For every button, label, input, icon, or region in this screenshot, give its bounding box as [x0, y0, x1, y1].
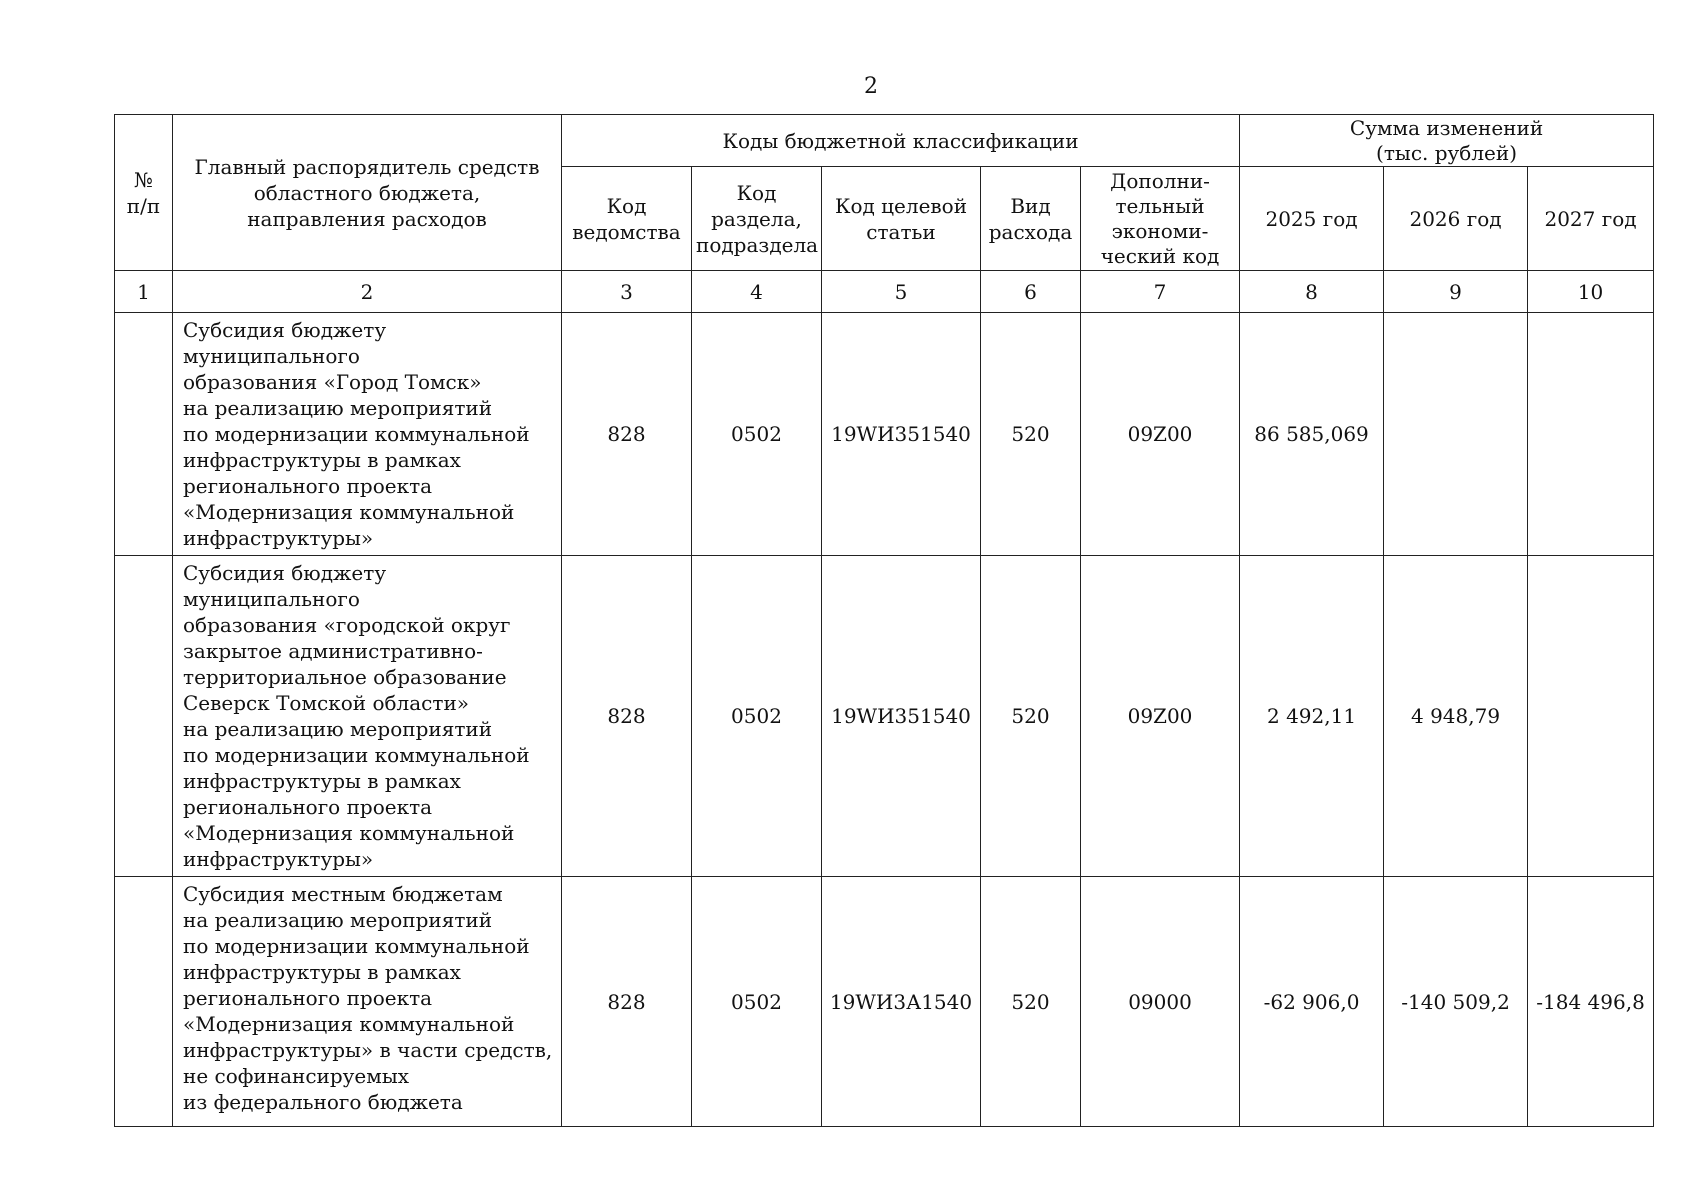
budget-changes-table	[114, 114, 1654, 1127]
row-expense-type: 520	[981, 556, 1081, 877]
column-number-row	[115, 271, 1654, 313]
header-sum-changes: Сумма изменений (тыс. рублей)	[1240, 115, 1654, 167]
row-expense-type: 520	[981, 877, 1081, 1127]
row-code-target: 19WИ351540	[822, 313, 981, 556]
page-number: 2	[864, 74, 878, 99]
row-additional-code: 09Z00	[1081, 556, 1240, 877]
row-code-department: 828	[562, 313, 692, 556]
column-number: 6	[981, 271, 1081, 313]
row-additional-code: 09000	[1081, 877, 1240, 1127]
row-amount-2027: -184 496,8	[1528, 877, 1654, 1127]
column-number: 2	[173, 271, 562, 313]
row-code-target: 19WИ351540	[822, 556, 981, 877]
header-code-section: Код раздела, подраздела	[692, 167, 822, 271]
row-amount-2027	[1528, 313, 1654, 556]
header-year-2026: 2026 год	[1384, 167, 1528, 271]
row-code-department: 828	[562, 877, 692, 1127]
row-description: Субсидия местным бюджетам на реализацию мероприятий по модернизации коммунальной инфраструктуры в рамках регионального проекта «Модернизация коммунальной инфраструктуры» в части средств, не софинансируемых из федерального бюджета	[173, 877, 562, 1127]
column-number: 3	[562, 271, 692, 313]
row-amount-2026: 4 948,79	[1384, 556, 1528, 877]
table-row	[115, 556, 1654, 877]
row-amount-2025: 2 492,11	[1240, 556, 1384, 877]
row-amount-2027	[1528, 556, 1654, 877]
column-number: 7	[1081, 271, 1240, 313]
column-number: 8	[1240, 271, 1384, 313]
row-code-department: 828	[562, 556, 692, 877]
row-amount-2026	[1384, 313, 1528, 556]
row-amount-2026: -140 509,2	[1384, 877, 1528, 1127]
row-code-section: 0502	[692, 877, 822, 1127]
header-year-2027: 2027 год	[1528, 167, 1654, 271]
row-expense-type: 520	[981, 313, 1081, 556]
row-num	[115, 877, 173, 1127]
row-num	[115, 313, 173, 556]
row-num	[115, 556, 173, 877]
row-amount-2025: 86 585,069	[1240, 313, 1384, 556]
row-code-section: 0502	[692, 313, 822, 556]
row-description: Субсидия бюджету муниципального образования «городской округ закрытое административно- территориальное образование Северск Томской области» на реализацию мероприятий по модернизации коммунальной инфраструктуры в рамках регионального проекта «Модернизация коммунальной инфраструктуры»	[173, 556, 562, 877]
row-code-section: 0502	[692, 556, 822, 877]
row-additional-code: 09Z00	[1081, 313, 1240, 556]
column-number: 5	[822, 271, 981, 313]
header-additional-code: Дополни- тельный экономи- ческий код	[1081, 167, 1240, 271]
header-num: № п/п	[115, 115, 173, 271]
table-header	[115, 115, 1654, 313]
column-number: 9	[1384, 271, 1528, 313]
header-code-target: Код целевой статьи	[822, 167, 981, 271]
header-year-2025: 2025 год	[1240, 167, 1384, 271]
header-budget-codes: Коды бюджетной классификации	[562, 115, 1240, 167]
row-amount-2025: -62 906,0	[1240, 877, 1384, 1127]
table-body	[115, 313, 1654, 1127]
column-number: 10	[1528, 271, 1654, 313]
header-main-distributor: Главный распорядитель средств областного бюджета, направления расходов	[173, 115, 562, 271]
header-expense-type: Вид расхода	[981, 167, 1081, 271]
column-number: 1	[115, 271, 173, 313]
header-row-top	[115, 115, 1654, 167]
table-row	[115, 313, 1654, 556]
column-number: 4	[692, 271, 822, 313]
table-row	[115, 877, 1654, 1127]
row-description: Субсидия бюджету муниципального образования «Город Томск» на реализацию мероприятий по модернизации коммунальной инфраструктуры в рамках регионального проекта «Модернизация коммунальной инфраструктуры»	[173, 313, 562, 556]
row-code-target: 19WИ3А1540	[822, 877, 981, 1127]
header-code-department: Код ведомства	[562, 167, 692, 271]
